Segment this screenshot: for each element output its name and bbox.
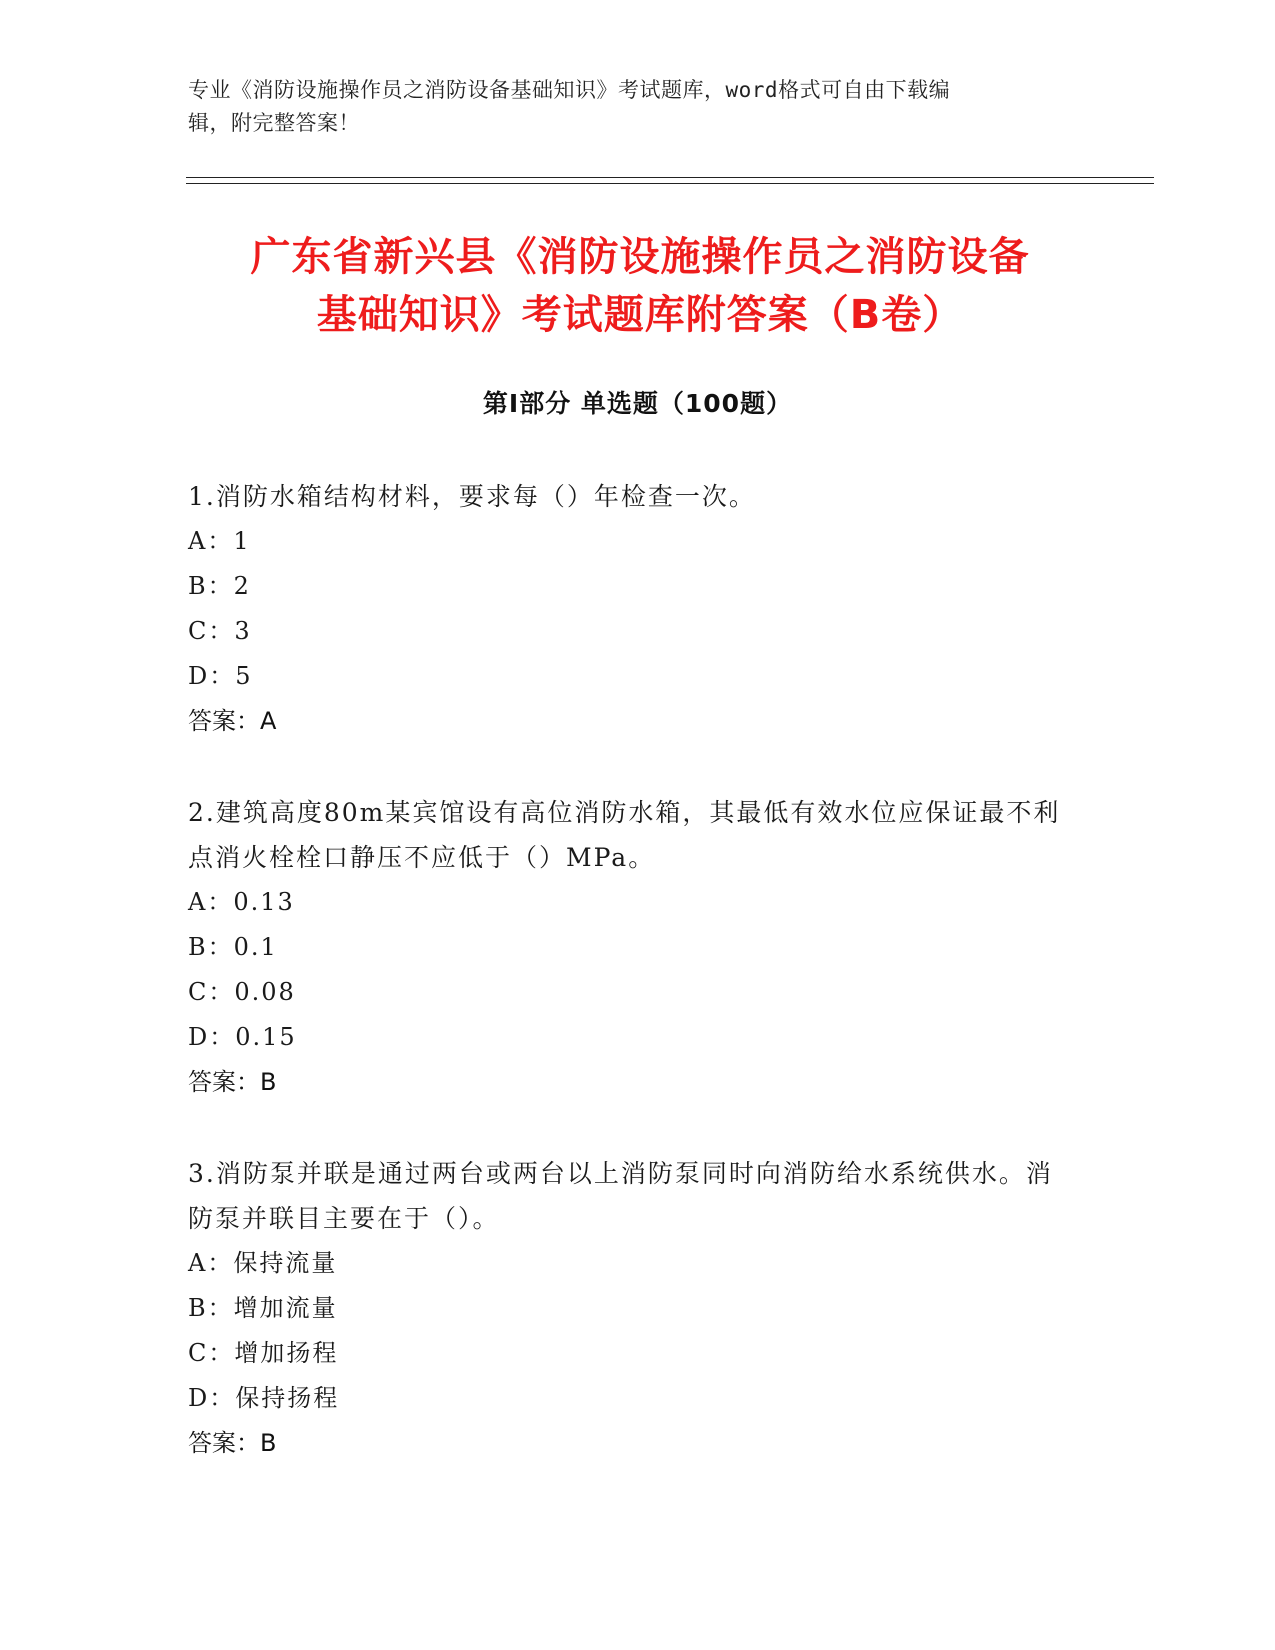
question-list	[188, 474, 1068, 1512]
title-line-2: 基础知识》考试题库附答案（B卷）	[316, 292, 964, 338]
option-c: C：3	[188, 617, 252, 645]
option-d: D：5	[188, 662, 253, 690]
intro-text	[188, 74, 1078, 140]
option-b: B：2	[188, 572, 251, 600]
question-stem: 3.消防泵并联是通过两台或两台以上消防泵同时向消防给水系统供水。消防泵并联目主要在于（）。	[188, 1159, 1053, 1233]
question-stem: 2.建筑高度80m某宾馆设有高位消防水箱，其最低有效水位应保证最不利点消火栓栓口静压不应低于（）MPa。	[188, 798, 1061, 872]
intro-line-2: 辑，附完整答案！	[188, 111, 360, 135]
section-heading: 第Ⅰ部分 单选题（100题）	[482, 389, 793, 418]
option-c: C：0.08	[188, 978, 296, 1006]
option-b: B：增加流量	[188, 1294, 338, 1322]
option-a: A：保持流量	[188, 1249, 338, 1277]
question-item	[188, 790, 1068, 1105]
answer-line: 答案：B	[188, 1068, 277, 1096]
answer-line: 答案：A	[188, 707, 277, 735]
option-d: D：0.15	[188, 1023, 297, 1051]
option-a: A：1	[188, 527, 251, 555]
document-title	[140, 228, 1140, 344]
question-stem: 1.消防水箱结构材料，要求每（）年检查一次。	[188, 482, 756, 511]
intro-line-1: 专业《消防设施操作员之消防设备基础知识》考试题库，word格式可自由下载编	[188, 78, 951, 102]
answer-line: 答案：B	[188, 1429, 277, 1457]
title-line-1: 广东省新兴县《消防设施操作员之消防设备	[250, 234, 1030, 280]
option-c: C：增加扬程	[188, 1339, 339, 1367]
header-divider-bottom	[186, 183, 1154, 184]
question-item	[188, 1151, 1068, 1466]
option-d: D：保持扬程	[188, 1384, 340, 1412]
question-item	[188, 474, 1068, 744]
header-divider-top	[186, 177, 1154, 178]
option-b: B：0.1	[188, 933, 278, 961]
option-a: A：0.13	[188, 888, 295, 916]
